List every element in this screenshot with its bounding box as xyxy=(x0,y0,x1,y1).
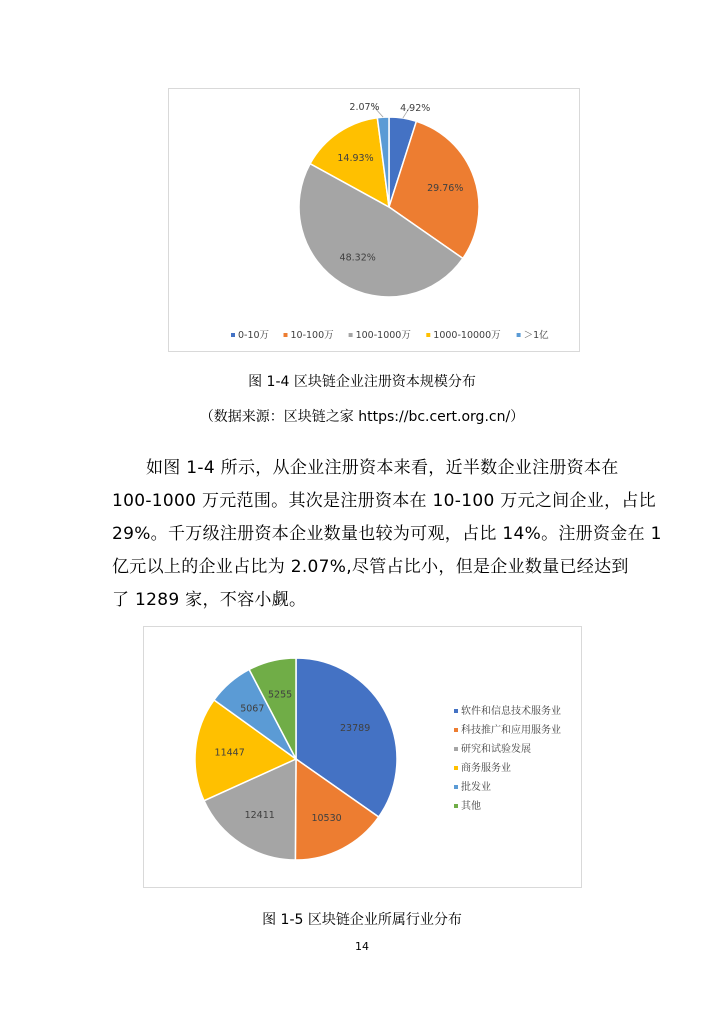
data-label-2: 48.32% xyxy=(339,252,376,264)
data-label-5: 5255 xyxy=(267,689,293,701)
figure-1-4-caption: 图 1-4 区块链企业注册资本规模分布 xyxy=(248,374,476,390)
data-label-1: 10530 xyxy=(311,813,342,825)
legend-item-1 xyxy=(454,723,561,736)
data-label-1: 29.76% xyxy=(427,182,464,194)
legend-item-1 xyxy=(284,330,335,341)
legend-item-4 xyxy=(517,329,550,341)
legend-item-5 xyxy=(454,799,481,812)
data-label-0: 23789 xyxy=(340,723,371,735)
body-paragraph xyxy=(112,452,662,617)
legend-label: ＞1亿 xyxy=(523,330,549,341)
paragraph-line: 100-1000 万元范围。其次是注册资本在 10-100 万元之间企业，占比 xyxy=(112,491,656,511)
legend-label: 100-1000万 xyxy=(355,330,411,341)
legend-item-3 xyxy=(426,330,501,341)
legend-marker xyxy=(517,333,521,337)
legend-label: 0-10万 xyxy=(238,330,270,341)
data-label-3: 11447 xyxy=(214,747,245,759)
data-label-2: 12411 xyxy=(244,809,275,821)
legend-label: 10-100万 xyxy=(290,330,334,341)
legend-marker xyxy=(454,766,458,770)
legend-label: 1000-10000万 xyxy=(433,330,501,341)
legend-label: 软件和信息技术服务业 xyxy=(461,706,561,717)
legend-marker xyxy=(426,333,430,337)
legend-label: 其他 xyxy=(461,801,481,812)
legend-marker xyxy=(454,785,458,789)
legend-item-3 xyxy=(454,761,511,774)
legend-label: 科技推广和应用服务业 xyxy=(461,725,561,736)
legend-item-2 xyxy=(349,330,412,341)
legend-item-4 xyxy=(454,780,491,793)
legend-marker xyxy=(454,747,458,751)
legend-item-2 xyxy=(454,742,531,755)
industry-distribution-pie-svg xyxy=(144,627,581,887)
legend-marker xyxy=(454,804,458,808)
paragraph-line: 亿元以上的企业占比为 2.07%,尽管占比小，但是企业数量已经达到 xyxy=(112,557,629,577)
legend-marker xyxy=(349,333,353,337)
legend-marker xyxy=(231,333,235,337)
figure-1-5-caption: 图 1-5 区块链企业所属行业分布 xyxy=(262,912,462,928)
legend-label: 商务服务业 xyxy=(461,763,511,774)
legend-marker xyxy=(284,333,288,337)
legend-label: 批发业 xyxy=(461,782,491,793)
legend-item-0 xyxy=(231,330,270,341)
paragraph-line: 29%。千万级注册资本企业数量也较为可观，占比 14%。注册资金在 1 xyxy=(112,524,662,544)
page-number: 14 xyxy=(355,940,369,953)
legend-label: 研究和试验发展 xyxy=(461,744,531,755)
data-label-4: 2.07% xyxy=(349,102,380,114)
registered-capital-pie-chart xyxy=(168,88,580,352)
legend-item-0 xyxy=(454,704,561,717)
legend-marker xyxy=(454,728,458,732)
data-label-3: 14.93% xyxy=(337,152,374,164)
paragraph-line: 如图 1-4 所示，从企业注册资本来看，近半数企业注册资本在 xyxy=(146,458,619,478)
data-label-4: 5067 xyxy=(240,703,265,715)
data-label-0: 4.92% xyxy=(400,103,431,115)
paragraph-line: 了 1289 家，不容小觑。 xyxy=(112,590,307,610)
figure-1-4-source: （数据来源：区块链之家 https://bc.cert.org.cn/） xyxy=(199,409,525,425)
legend-marker xyxy=(454,709,458,713)
industry-distribution-pie-chart xyxy=(143,626,582,888)
registered-capital-pie-svg xyxy=(169,89,579,351)
